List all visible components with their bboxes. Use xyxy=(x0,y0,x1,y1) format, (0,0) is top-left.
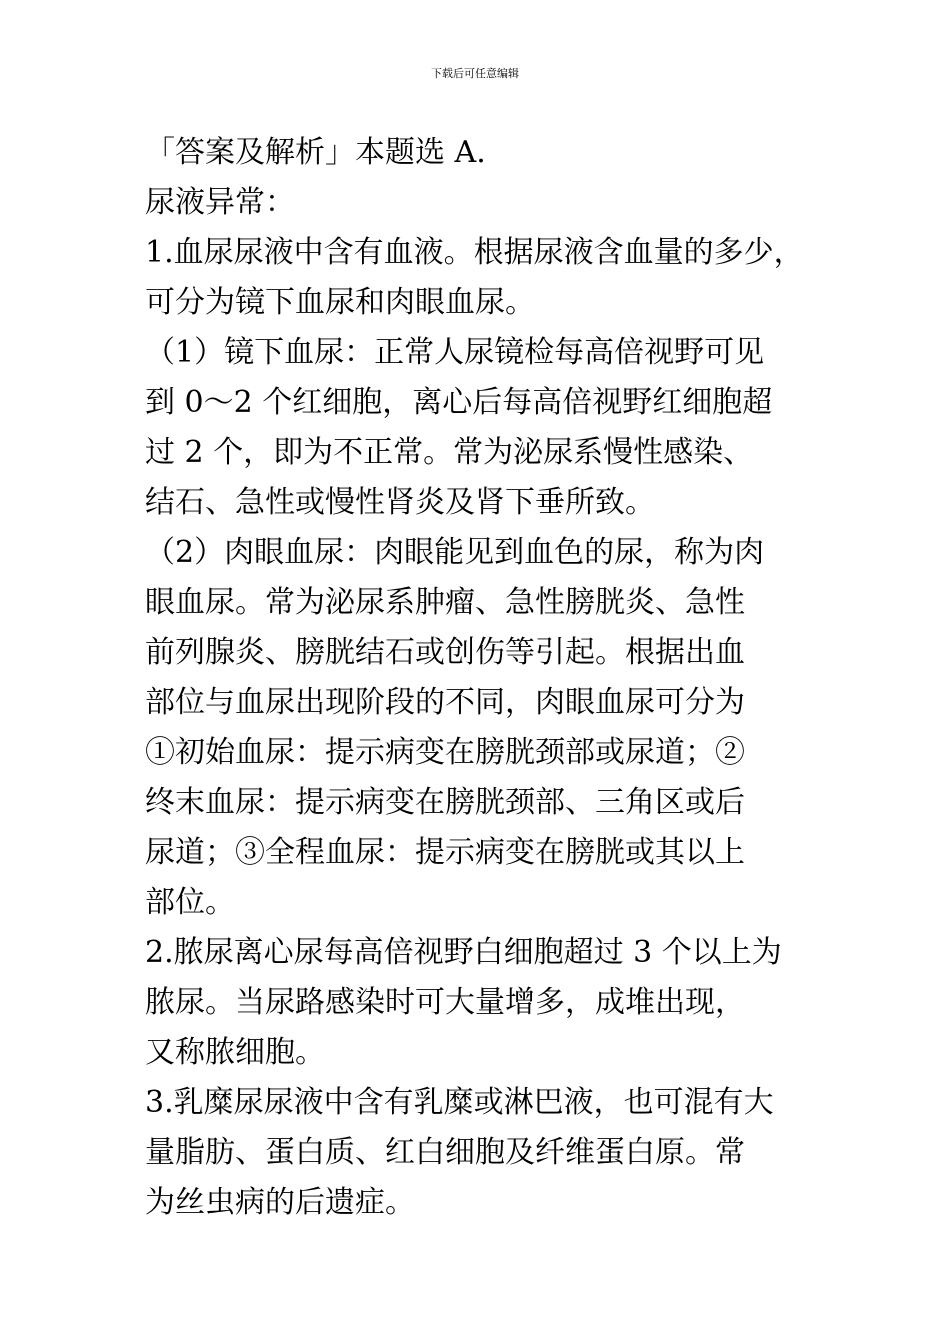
paragraph-line: ①初始血尿：提示病变在膀胱颈部或尿道；② xyxy=(145,735,745,770)
paragraph-line: 2.脓尿离心尿每高倍视野白细胞超过 3 个以上为 xyxy=(145,935,782,970)
header-note: 下载后可任意编辑 xyxy=(431,67,519,80)
paragraph-line: （2）肉眼血尿：肉眼能见到血色的尿，称为肉 xyxy=(145,535,765,570)
paragraph-line: 为丝虫病的后遗症。 xyxy=(145,1185,415,1220)
paragraph-line: （1）镜下血尿：正常人尿镜检每高倍视野可见 xyxy=(145,335,765,370)
answer-heading: 「答案及解析」本题选 A. xyxy=(145,135,486,170)
paragraph-line: 部位。 xyxy=(145,885,235,920)
paragraph-line: 部位与血尿出现阶段的不同，肉眼血尿可分为 xyxy=(145,685,745,720)
paragraph-line: 终末血尿：提示病变在膀胱颈部、三角区或后 xyxy=(145,785,745,820)
paragraph-line: 1.血尿尿液中含有血液。根据尿液含血量的多少， xyxy=(145,235,804,270)
paragraph-line: 脓尿。当尿路感染时可大量增多，成堆出现， xyxy=(145,985,745,1020)
paragraph-line: 过 2 个，即为不正常。常为泌尿系慢性感染、 xyxy=(145,435,754,470)
section-title: 尿液异常： xyxy=(145,185,295,220)
paragraph-line: 结石、急性或慢性肾炎及肾下垂所致。 xyxy=(145,485,655,520)
paragraph-line: 到 0～2 个红细胞，离心后每高倍视野红细胞超 xyxy=(145,385,773,420)
paragraph-line: 眼血尿。常为泌尿系肿瘤、急性膀胱炎、急性 xyxy=(145,585,745,620)
paragraph-line: 尿道；③全程血尿：提示病变在膀胱或其以上 xyxy=(145,835,745,870)
paragraph-line: 又称脓细胞。 xyxy=(145,1035,325,1070)
paragraph-line: 量脂肪、蛋白质、红白细胞及纤维蛋白原。常 xyxy=(145,1135,745,1170)
paragraph-line: 3.乳糜尿尿液中含有乳糜或淋巴液，也可混有大 xyxy=(145,1085,774,1120)
document-body xyxy=(145,128,825,1228)
paragraph-line: 前列腺炎、膀胱结石或创伤等引起。根据出血 xyxy=(145,635,745,670)
paragraph-line: 可分为镜下血尿和肉眼血尿。 xyxy=(145,285,535,320)
